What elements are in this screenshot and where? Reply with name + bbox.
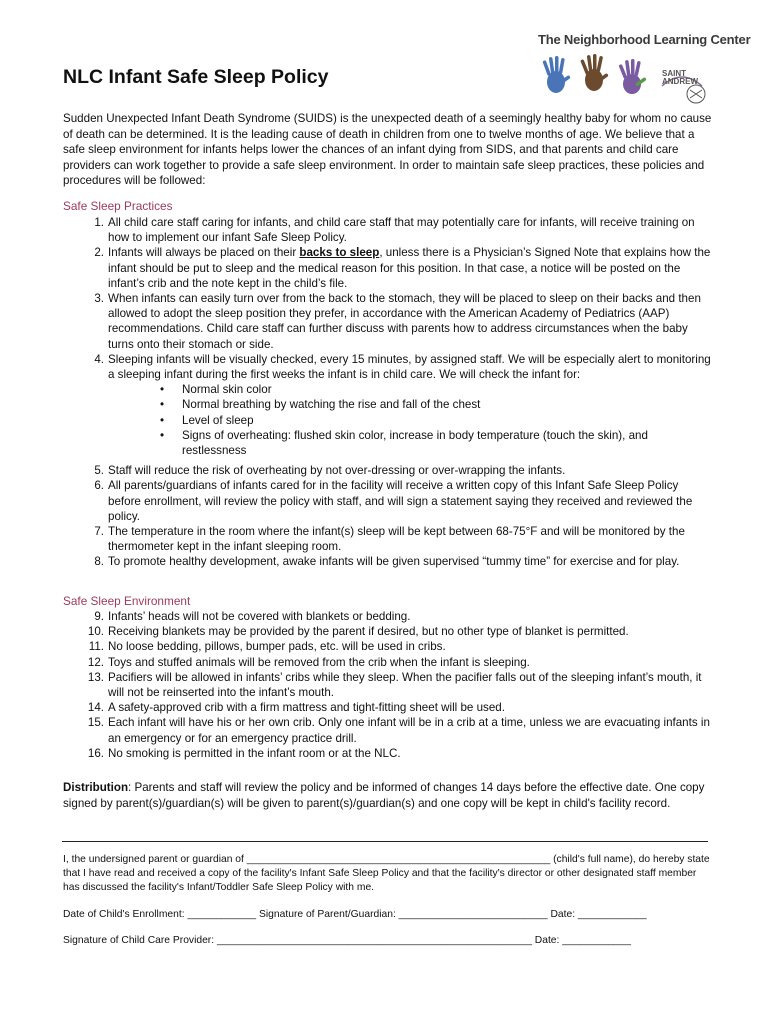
distribution-paragraph — [63, 780, 713, 811]
list-item: 9. Infants’ heads will not be covered with blankets or bedding. — [94, 610, 411, 623]
divider — [62, 841, 708, 842]
check-item: • Level of sleep — [160, 413, 254, 427]
list-item: 16. No smoking is permitted in the infant room or at the NLC. — [87, 746, 401, 760]
list-item: 4. Sleeping infants will be visually checked, every 15 minutes, by assigned staff. We will be especially alert to monitoring a sleeping infant during the first weeks the infant is in child care. We will check the infant for: • Normal skin color • Normal breathing by watching the rise and fall of the chest • Level of sleep • Signs of overheating: flushed skin color, increase in body temperature (touch the skin), and restlessness — [63, 352, 713, 458]
list-item: 13. Pacifiers will be allowed in infants’ cribs while they sleep. When the pacifier falls out of the sleeping infant’s mouth, it will not be reinserted into the infant’s mouth. — [87, 670, 702, 700]
list-item: 1. All child care staff caring for infants, and child care staff that may potentially care for infants, will receive training on how to implement our infant Safe Sleep Policy. — [94, 216, 695, 245]
safe-sleep-environment-list — [63, 609, 713, 761]
distribution-text: : Parents and staff will review the policy and be informed of changes 14 days before the effective date. One copy signed by parent(s)/guardian(s) will be given to parent(s)/guardian(s) and one copy will be kept in child's facility record. — [63, 781, 705, 810]
list-item: 15. Each infant will have his or her own crib. Only one infant will be in a crib at a time, unless we are evacuating infants in an emergency or for an emergency practice drill. — [87, 716, 710, 745]
page-title: NLC Infant Safe Sleep Policy — [63, 66, 329, 88]
check-item: • Normal breathing by watching the rise and fall of the chest — [160, 398, 481, 412]
backs-to-sleep-emphasis: backs to sleep — [299, 246, 380, 260]
nlc-logo — [530, 28, 751, 108]
distribution-label: Distribution — [63, 781, 129, 794]
enrollment-signature-line[interactable]: Date of Child's Enrollment: ____________ Signature of Parent/Guardian: __________________________ Date: ____________ — [63, 909, 647, 920]
list-item: 5. Staff will reduce the risk of overheating by not over-dressing or over-wrapping the infants. — [94, 464, 566, 478]
list-item: 6. All parents/guardians of infants cared for in the facility will receive a written copy of this Infant Safe Sleep Policy before enrollment, will review the policy with staff, and will sign a statement saying they received and reviewed the policy. — [94, 479, 693, 523]
safe-sleep-practices-heading: Safe Sleep Practices — [63, 199, 173, 213]
handprints-logo-image — [536, 52, 656, 108]
logo-title: The Neighborhood Learning Center — [538, 32, 751, 47]
list-item: 2. Infants will always be placed on their backs to sleep, unless there is a Physician’s Signed Note that explains how the infant should be put to sleep and the medical reason for this position. In that case, a notice will be posted on the infant’s crib and the note kept in the child’s file. — [94, 246, 711, 290]
list-item: 10. Receiving blankets may be provided by the parent if desired, but no other type of blanket is permitted. — [87, 625, 629, 639]
list-item: 8. To promote healthy development, awake infants will be given supervised “tummy time” for exercise and for play. — [94, 555, 680, 569]
list-item: 11. No loose bedding, pillows, bumper pads, etc. will be used in cribs. — [88, 640, 446, 654]
list-item: 12. Toys and stuffed animals will be removed from the crib when the infant is sleeping. — [87, 655, 530, 669]
safe-sleep-environment-heading: Safe Sleep Environment — [63, 594, 191, 608]
saint-andrew-text: SAINT ANDREW — [662, 69, 698, 86]
list-item: 14. A safety-approved crib with a firm mattress and tight-fitting sheet will be used. — [87, 701, 505, 715]
parent-statement: I, the undersigned parent or guardian of _____________________________________________________ (child's full name), do hereby state that I have read and received a copy of the facility's Infant Safe Sleep Policy and that the facility's director or other designated staff member has discussed the facility's Infant/Toddler Safe Sleep Policy with me. — [63, 854, 710, 893]
infant-check-list — [108, 382, 713, 458]
check-item: • Normal skin color — [160, 383, 272, 397]
list-item: 7. The temperature in the room where the infant(s) sleep will be kept between 68-75°F and will be monitored by the thermometer kept in the infant sleeping room. — [94, 525, 685, 554]
safe-sleep-practices-list — [63, 215, 713, 570]
intro-paragraph: Sudden Unexpected Infant Death Syndrome (SUIDS) is the unexpected death of a seemingly healthy baby for whom no cause of death can be determined. It is the leading cause of death in children from one to twelve months of age. We believe that a safe sleep environment for infants helps lower the chances of an infant dying from SIDS, and that parents and child care providers can work together to provide a safe sleep environment. In order to maintain safe sleep practices, these policies and procedures will be followed: — [63, 112, 712, 188]
saint-andrew-logo — [656, 66, 708, 106]
check-item: • Signs of overheating: flushed skin color, increase in body temperature (touch the skin), and restlessness — [160, 428, 648, 458]
list-item: 3. When infants can easily turn over from the back to the stomach, they will be placed to sleep on their backs and then allowed to adopt the sleep position they prefer, in accordance with the American Academy of Pediatrics (AAP) recommendations. Child care staff can further discuss with parents how to address circumstances when the baby turns onto their stomach or side. — [94, 292, 701, 351]
provider-signature-line[interactable]: Signature of Child Care Provider: _______________________________________________________ Date: ____________ — [63, 935, 631, 946]
